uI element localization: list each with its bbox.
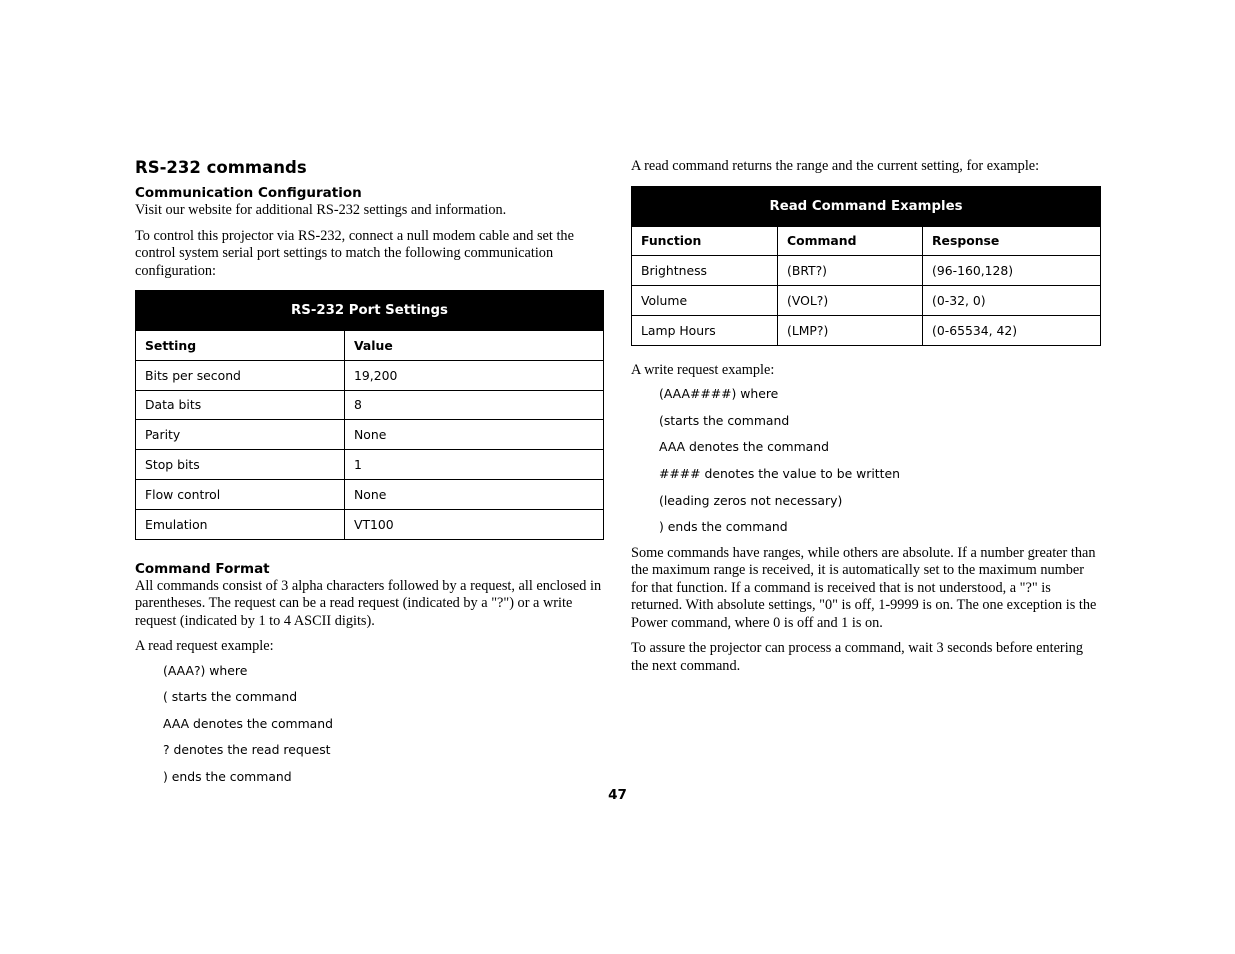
table-header-row [632,226,1101,256]
table-cell: 19,200 [345,360,604,390]
example-line: (starts the command [659,412,790,428]
page-title: RS-232 commands [135,158,307,177]
table-row [136,479,604,509]
left-column [135,158,604,791]
table-row [632,286,1101,316]
write-request-example [659,381,1101,541]
table-cell: None [345,420,604,450]
column-header: Response [923,226,1101,256]
comm-config-paragraph-2: To control this projector via RS-232, connect a null modem cable and set the control system serial port settings to match the following communication configuration: [135,227,574,279]
write-request-intro: A write request example: [631,361,775,378]
table-header-row [136,331,604,361]
example-line: (AAA?) where [163,662,248,678]
table-row [136,420,604,450]
table-cell: Flow control [136,479,345,509]
example-line: ) ends the command [659,519,788,535]
table-row [136,450,604,480]
column-header: Command [778,226,923,256]
wait-paragraph: To assure the projector can process a command, wait 3 seconds before entering the next command. [631,640,1083,674]
table-cell: 8 [345,390,604,420]
port-settings-table [135,290,604,540]
table-row [136,390,604,420]
table-cell: (VOL?) [778,286,923,316]
table-row [632,256,1101,286]
table-cell: (LMP?) [778,315,923,345]
table-cell: (0-65534, 42) [923,315,1101,345]
table-cell: None [345,479,604,509]
column-header: Value [345,331,604,361]
ranges-paragraph: Some commands have ranges, while others are absolute. If a number greater than the maximum range is received, it is automatically set to the maximum number for that function. If a command is received that is not understood, a "?" is returned. With absolute settings, "0" is off, 1-9999 is on. The one exception is the Power command, where 0 is off and 1 is on. [631,544,1097,631]
table-cell: (0-32, 0) [923,286,1101,316]
example-line: ) ends the command [163,768,292,784]
port-settings-caption: RS-232 Port Settings [136,291,604,331]
command-format-paragraph: All commands consist of 3 alpha characters followed by a request, all enclosed in parentheses. The request can be a read request (indicated by a "?") or a write request (indicated by 1 to 4 ASCII digits). [135,577,602,629]
column-header: Setting [136,331,345,361]
example-line: AAA denotes the command [163,715,333,731]
example-line: (leading zeros not necessary) [659,492,843,508]
example-line: #### denotes the value to be written [659,465,900,481]
comm-config-heading: Communication Configuration [135,185,362,201]
example-line: AAA denotes the command [659,439,829,455]
right-column [631,158,1101,683]
table-cell: Lamp Hours [632,315,778,345]
table-cell: Volume [632,286,778,316]
table-cell: Data bits [136,390,345,420]
example-line: ? denotes the read request [163,742,331,758]
table-cell: VT100 [345,509,604,539]
table-row [632,315,1101,345]
table-cell: 1 [345,450,604,480]
example-line: ( starts the command [163,689,298,705]
table-cell: Bits per second [136,360,345,390]
example-line: (AAA####) where [659,386,779,402]
read-command-table [631,186,1101,346]
read-command-intro: A read command returns the range and the current setting, for example: [631,158,1040,174]
table-cell: Emulation [136,509,345,539]
read-command-caption: Read Command Examples [632,186,1101,226]
read-request-example [163,658,604,791]
table-row [136,509,604,539]
read-request-intro: A read request example: [135,638,274,655]
command-format-heading: Command Format [135,560,270,577]
table-cell: Stop bits [136,450,345,480]
comm-config-paragraph-1: Visit our website for additional RS-232 settings and information. [135,202,507,218]
column-header: Function [632,226,778,256]
table-cell: (96-160,128) [923,256,1101,286]
page-number: 47 [608,787,627,803]
table-row [136,360,604,390]
table-cell: Brightness [632,256,778,286]
table-cell: (BRT?) [778,256,923,286]
table-cell: Parity [136,420,345,450]
